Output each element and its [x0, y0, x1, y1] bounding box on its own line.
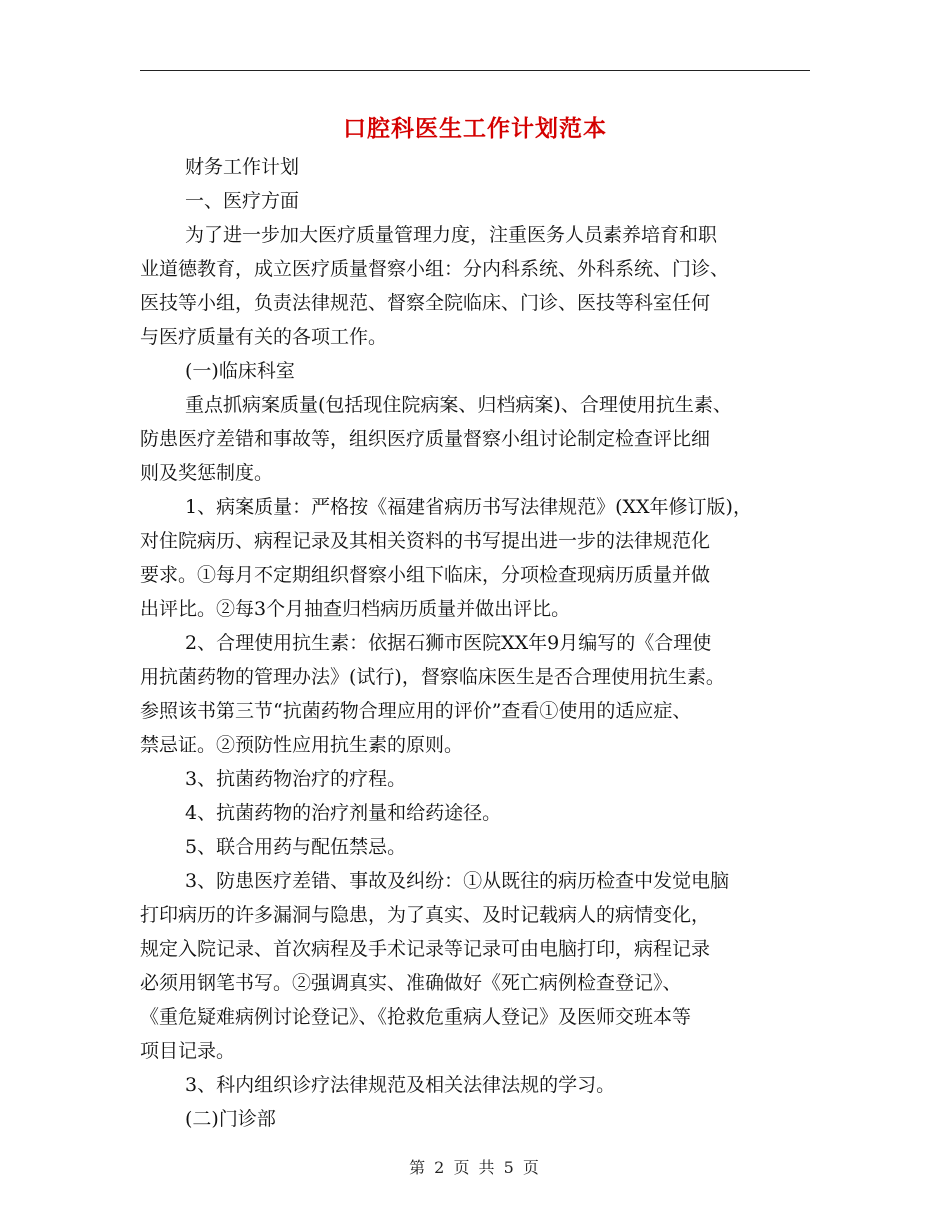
text-line: 医技等小组，负责法律规范、督察全院临床、门诊、医技等科室任何: [140, 292, 711, 314]
paragraph: [140, 354, 820, 388]
text-line: 4、抗菌药物的治疗剂量和给药途径。: [185, 802, 502, 824]
text-line: (一)临床科室: [185, 360, 295, 382]
paragraph: [140, 184, 820, 218]
paragraph: [140, 150, 820, 184]
paragraph: [140, 830, 820, 864]
document-body: [140, 150, 820, 1136]
paragraph: [140, 490, 820, 626]
text-line: 必须用钢笔书写。②强调真实、准确做好《死亡病例检查登记》、: [140, 972, 682, 994]
text-line: 用抗菌药物的管理办法》(试行)，督察临床医生是否合理使用抗生素。: [140, 666, 725, 688]
text-line: 财务工作计划: [185, 156, 300, 178]
text-line: 与医疗质量有关的各项工作。: [140, 326, 388, 348]
text-line: (二)门诊部: [185, 1108, 276, 1130]
text-line: 打印病历的许多漏洞与隐患，为了真实、及时记载病人的病情变化，: [140, 904, 711, 926]
paragraph: [140, 796, 820, 830]
text-line: 3、防患医疗差错、事故及纠纷：①从既往的病历检查中发觉电脑: [185, 870, 730, 892]
paragraph: [140, 762, 820, 796]
page-footer: 第 2 页 共 5 页: [409, 1158, 541, 1177]
paragraph: [140, 1102, 820, 1136]
paragraph: [140, 218, 820, 354]
paragraph: [140, 626, 820, 762]
text-line: 重点抓病案质量(包括现住院病案、归档病案)、合理使用抗生素、: [185, 394, 732, 416]
text-line: 要求。①每月不定期组织督察小组下临床，分项检查现病历质量并做: [140, 564, 711, 586]
text-line: 参照该书第三节“抗菌药物合理应用的评价”查看①使用的适应症、: [140, 700, 692, 722]
text-line: 项目记录。: [140, 1040, 236, 1062]
text-line: 一、医疗方面: [185, 190, 300, 212]
paragraph: [140, 388, 820, 490]
text-line: 2、合理使用抗生素：依据石狮市医院XX年9月编写的《合理使: [185, 632, 712, 654]
text-line: 为了进一步加大医疗质量管理力度，注重医务人员素养培育和职: [185, 224, 718, 246]
text-line: 禁忌证。②预防性应用抗生素的原则。: [140, 734, 464, 756]
text-line: 1、病案质量：严格按《福建省病历书写法律规范》(XX年修订版)，: [185, 496, 752, 518]
text-line: 则及奖惩制度。: [140, 462, 274, 484]
text-line: 业道德教育，成立医疗质量督察小组：分内科系统、外科系统、门诊、: [140, 258, 730, 280]
text-line: 出评比。②每3个月抽查归档病历质量并做出评比。: [140, 598, 571, 620]
text-line: 3、科内组织诊疗法律规范及相关法律法规的学习。: [185, 1074, 616, 1096]
text-line: 《重危疑难病例讨论登记》、《抢救危重病人登记》及医师交班本等: [140, 1006, 692, 1028]
text-line: 5、联合用药与配伍禁忌。: [185, 836, 407, 858]
header-rule: [140, 70, 810, 71]
text-line: 规定入院记录、首次病程及手术记录等记录可由电脑打印，病程记录: [140, 938, 711, 960]
document-title: 口腔科医生工作计划范本: [343, 116, 607, 142]
text-line: 对住院病历、病程记录及其相关资料的书写提出进一步的法律规范化: [140, 530, 711, 552]
paragraph: [140, 864, 820, 1068]
text-line: 防患医疗差错和事故等，组织医疗质量督察小组讨论制定检查评比细: [140, 428, 711, 450]
text-line: 3、抗菌药物治疗的疗程。: [185, 768, 407, 790]
paragraph: [140, 1068, 820, 1102]
